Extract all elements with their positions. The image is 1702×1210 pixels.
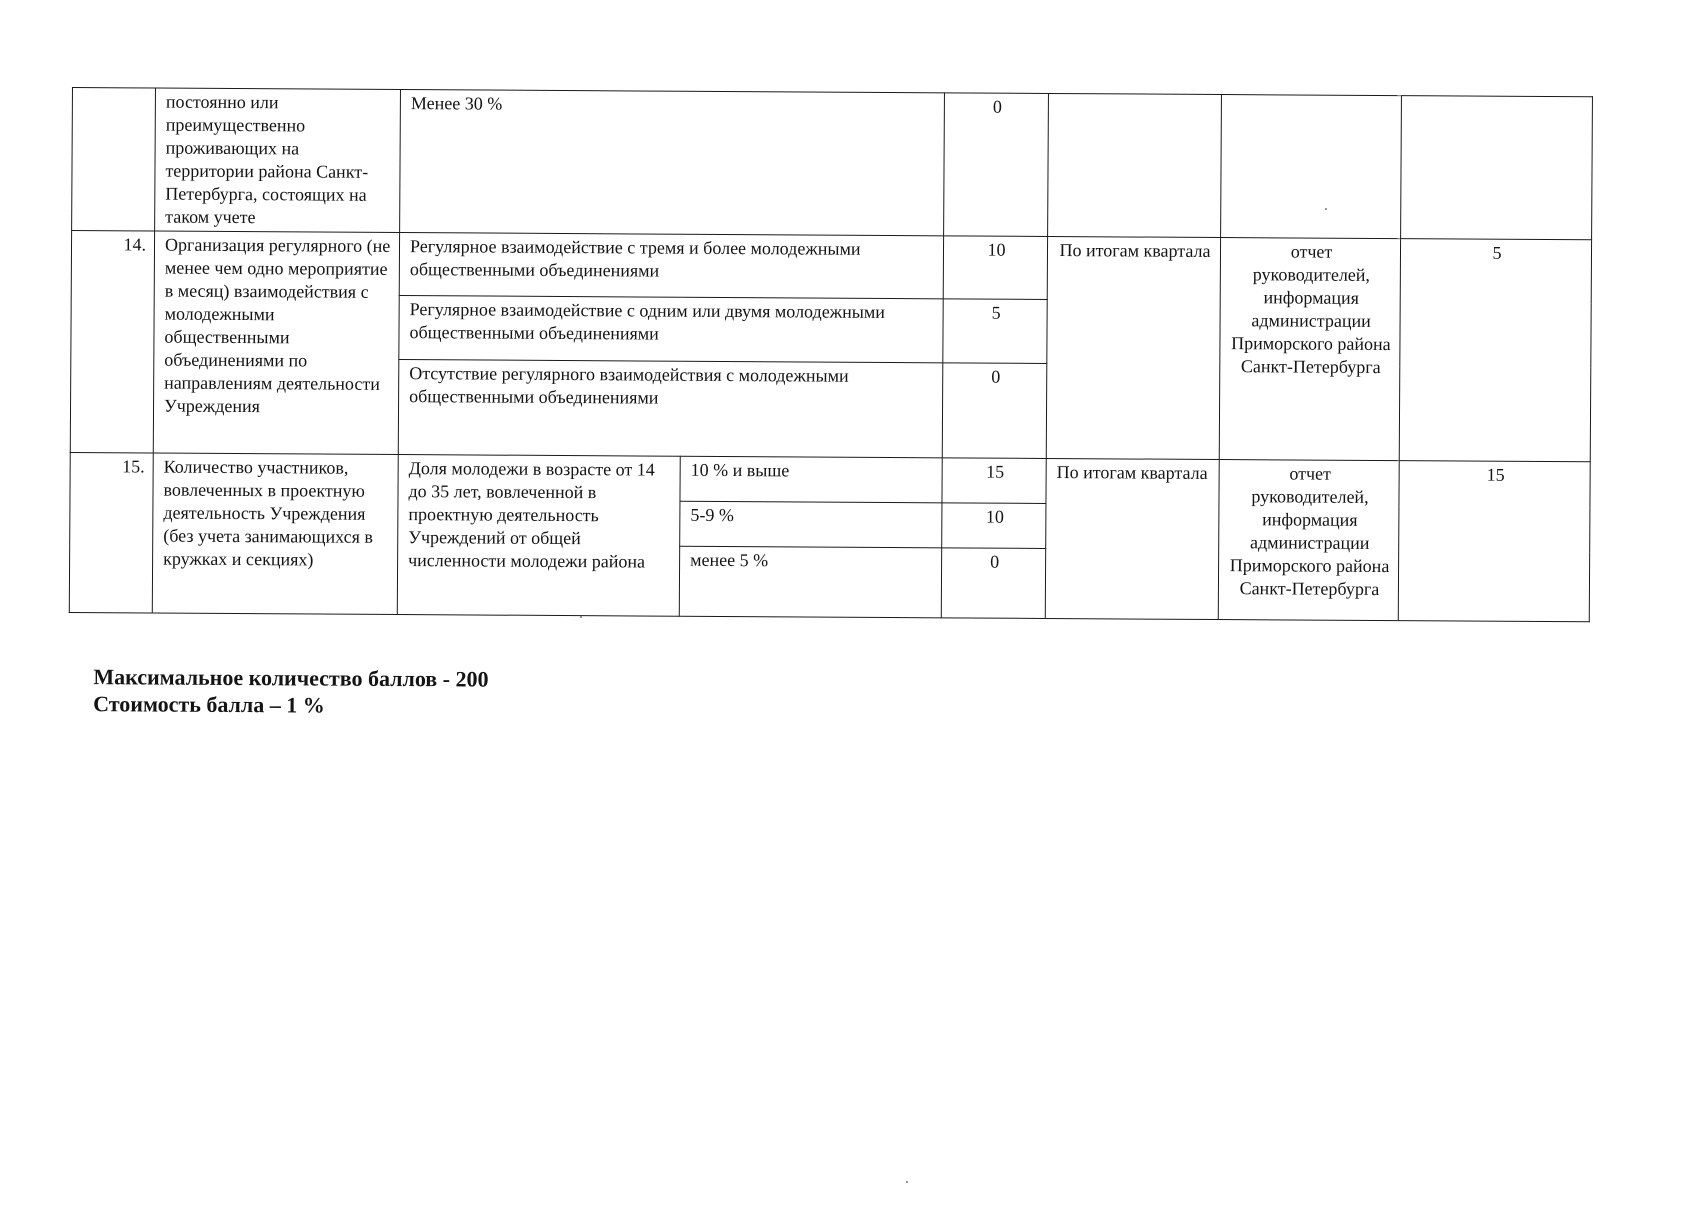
scan-speck [906, 1181, 908, 1183]
score-value-line: Стоимость балла – 1 % [93, 691, 325, 718]
max-points [1401, 96, 1593, 240]
condition-points: 10 [942, 503, 1046, 549]
row-number [72, 88, 156, 232]
criterion-text: Количество участников, вовлеченных в проектную деятельность Учреждения (без учета занимающихся в кружках и секциях) [152, 453, 398, 614]
condition-points: 5 [943, 299, 1047, 364]
condition-text: менее 5 % [679, 546, 941, 618]
condition-points: 0 [944, 93, 1049, 237]
condition-points: 10 [943, 236, 1047, 300]
row-number: 14. [70, 231, 154, 454]
criterion-text: постоянно или преимущественно проживающих на территории района Санкт-Петербурга, состоящих на таком учете [155, 88, 401, 232]
condition-text: Регулярное взаимодействие с одним или двумя молодежными общественными объединениями [399, 296, 943, 363]
source-text: отчет руководителей, информация администрации Приморского района Санкт-Петербурга [1219, 238, 1400, 461]
table-row [70, 453, 1590, 507]
condition-text: 5-9 % [680, 501, 942, 548]
condition-text: Менее 30 % [400, 90, 945, 236]
period-text [1048, 93, 1222, 237]
indicator-text: Доля молодежи в возрасте от 14 до 35 лет, вовлеченной в проектную деятельность Учреждений от общей численности молодежи района [397, 455, 680, 617]
table-row [72, 88, 1593, 240]
row-number: 15. [69, 453, 153, 614]
condition-text: Регулярное взаимодействие с тремя и более молодежными общественными объединениями [399, 233, 943, 299]
condition-points: 0 [941, 548, 1045, 619]
period-text: По итогам квартала [1045, 458, 1219, 619]
scan-speck [1325, 208, 1327, 210]
condition-points: 0 [942, 363, 1047, 459]
condition-points: 15 [942, 458, 1046, 504]
criterion-text: Организация регулярного (не менее чем одно мероприятие в месяц) взаимодействия с молодежными общественными объединениями по направлениям деятельности Учреждения [153, 231, 399, 454]
condition-text: Отсутствие регулярного взаимодействия с молодежными общественными объединениями [398, 360, 943, 458]
scan-speck [580, 616, 582, 618]
scoring-summary [93, 663, 489, 719]
criteria-table [69, 87, 1593, 622]
source-text: отчет руководителей, информация администрации Приморского района Санкт-Петербурга [1218, 460, 1399, 621]
table-row [71, 231, 1591, 303]
max-points: 5 [1399, 239, 1591, 462]
source-text [1221, 95, 1402, 239]
max-score-line: Максимальное количество баллов - 200 [93, 664, 489, 692]
condition-text: 10 % и выше [680, 456, 942, 503]
max-points: 15 [1398, 461, 1590, 622]
period-text: По итогам квартала [1046, 236, 1220, 459]
